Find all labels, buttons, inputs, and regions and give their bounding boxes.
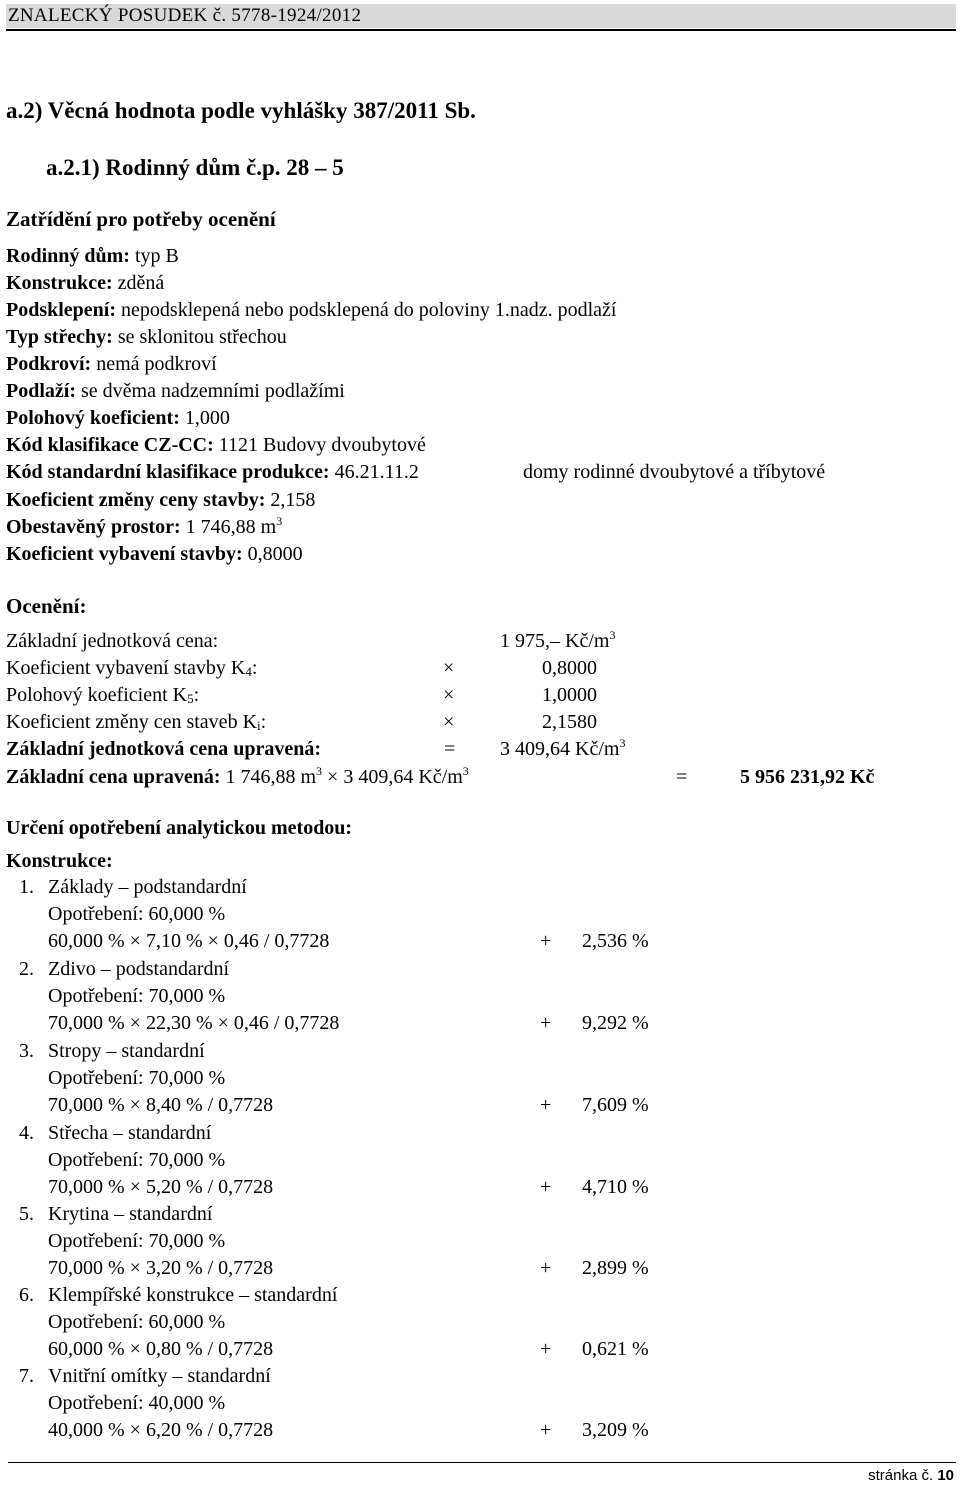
item-result: 3,209 % — [582, 1419, 649, 1441]
item-result: 9,292 % — [582, 1012, 649, 1034]
item-number: 6. — [19, 1284, 34, 1306]
plus-sign: + — [540, 1176, 552, 1198]
class-row: Konstrukce: zděná — [6, 272, 165, 294]
item-name: Vnitřní omítky – standardní — [48, 1365, 271, 1387]
item-number: 2. — [19, 958, 34, 980]
item-result: 0,621 % — [582, 1338, 649, 1360]
footer-divider — [8, 1462, 956, 1463]
item-wear: Opotřebení: 60,000 % — [48, 903, 226, 925]
equals-sign: = — [444, 738, 456, 760]
item-result: 2,536 % — [582, 930, 649, 952]
item-name: Zdivo – podstandardní — [48, 958, 230, 980]
item-name: Základy – podstandardní — [48, 876, 247, 898]
depreciation-title: Určení opotřebení analytickou metodou: — [6, 817, 353, 839]
item-calc: 40,000 % × 6,20 % / 0,7728 — [48, 1419, 274, 1441]
multiply-sign: × — [443, 657, 455, 679]
valuation-row-value: 1 975,– $Kč/m^3$ — [500, 628, 616, 652]
item-wear: Opotřebení: 60,000 % — [48, 1311, 226, 1333]
page-number: 10 — [937, 1467, 954, 1484]
class-row: Polohový koeficient: 1,000 — [6, 407, 230, 429]
item-number: 1. — [19, 876, 34, 898]
subsection-heading: a.2.1) Rodinný dům č.p. 28 – 5 — [46, 155, 344, 180]
plus-sign: + — [540, 1257, 552, 1279]
item-name: Stropy – standardní — [48, 1040, 205, 1062]
page-label: stránka č. — [868, 1467, 934, 1484]
section-heading: a.2) Věcná hodnota podle vyhlášky 387/2011 Sb. — [6, 98, 476, 123]
class-row: Rodinný dům: typ B — [6, 245, 179, 267]
header-divider — [6, 29, 956, 31]
valuation-row-label: Koeficient změny cen staveb $K_i$: — [6, 711, 267, 733]
item-number: 5. — [19, 1203, 34, 1225]
item-wear: Opotřebení: 70,000 % — [48, 1149, 226, 1171]
depreciation-subtitle: Konstrukce: — [6, 850, 113, 872]
adjusted-total-row: Základní cena upravená: 1 746,88 $m^3 \times 3$ 409,64 $Kč/m^3$ — [6, 764, 469, 788]
class-row: Koeficient změny ceny stavby: 2,158 — [6, 489, 316, 511]
plus-sign: + — [540, 1012, 552, 1034]
item-calc: 60,000 % × 7,10 % × 0,46 / 0,7728 — [48, 930, 330, 952]
plus-sign: + — [540, 1338, 552, 1360]
plus-sign: + — [540, 1419, 552, 1441]
item-name: Krytina – standardní — [48, 1203, 213, 1225]
class-row: Kód standardní klasifikace produkce: 46.21.11.2 — [6, 461, 419, 483]
valuation-row-label: Základní jednotková cena: — [6, 630, 219, 652]
plus-sign: + — [540, 1094, 552, 1116]
adjusted-unit-label: Základní jednotková cena upravená: — [6, 738, 322, 760]
item-wear: Opotřebení: 70,000 % — [48, 1067, 226, 1089]
plus-sign: + — [540, 930, 552, 952]
classification-title: Zatřídění pro potřeby ocenění — [6, 207, 276, 231]
item-result: 2,899 % — [582, 1257, 649, 1279]
class-row: Kód klasifikace CZ-CC: 1121 Budovy dvoubytové — [6, 434, 426, 456]
item-name: Střecha – standardní — [48, 1122, 212, 1144]
valuation-row-value: 2,1580 — [542, 711, 597, 733]
item-calc: 70,000 % × 22,30 % × 0,46 / 0,7728 — [48, 1012, 340, 1034]
page-footer — [868, 1466, 954, 1486]
item-calc: 60,000 % × 0,80 % / 0,7728 — [48, 1338, 274, 1360]
valuation-row-value: 0,8000 — [542, 657, 597, 679]
multiply-sign: × — [443, 684, 455, 706]
valuation-row-label: Koeficient vybavení stavby $K_4$: — [6, 657, 258, 679]
item-number: 4. — [19, 1122, 34, 1144]
item-wear: Opotřebení: 40,000 % — [48, 1392, 226, 1414]
equals-sign: = — [676, 766, 688, 788]
item-calc: 70,000 % × 8,40 % / 0,7728 — [48, 1094, 274, 1116]
item-wear: Opotřebení: 70,000 % — [48, 1230, 226, 1252]
item-calc: 70,000 % × 5,20 % / 0,7728 — [48, 1176, 274, 1198]
class-row: Podlaží: se dvěma nadzemními podlažími — [6, 380, 345, 402]
adjusted-total-value: 5 956 231,92 Kč — [740, 766, 875, 788]
item-calc: 70,000 % × 3,20 % / 0,7728 — [48, 1257, 274, 1279]
class-row-extra: domy rodinné dvoubytové a tříbytové — [523, 461, 826, 483]
class-row: Podsklepení: nepodsklepená nebo podsklepená do poloviny 1.nadz. podlaží — [6, 299, 617, 321]
item-wear: Opotřebení: 70,000 % — [48, 985, 226, 1007]
item-name: Klempířské konstrukce – standardní — [48, 1284, 338, 1306]
item-result: 7,609 % — [582, 1094, 649, 1116]
adjusted-unit-value: 3 409,64 $Kč/m^3$ — [500, 736, 626, 760]
document-title: ZNALECKÝ POSUDEK č. 5778-1924/2012 — [8, 5, 362, 26]
valuation-row-label: Polohový koeficient $K_5$: — [6, 684, 200, 706]
class-row: Typ střechy: se sklonitou střechou — [6, 326, 287, 348]
valuation-row-value: 1,0000 — [542, 684, 597, 706]
class-row: Obestavěný prostor: 1 746,88 $m^3$ — [6, 514, 283, 538]
item-number: 3. — [19, 1040, 34, 1062]
class-row: Koeficient vybavení stavby: 0,8000 — [6, 543, 303, 565]
class-row: Podkroví: nemá podkroví — [6, 353, 217, 375]
document-header — [6, 4, 956, 28]
multiply-sign: × — [443, 711, 455, 733]
item-result: 4,710 % — [582, 1176, 649, 1198]
item-number: 7. — [19, 1365, 34, 1387]
valuation-title: Ocenění: — [6, 594, 87, 618]
